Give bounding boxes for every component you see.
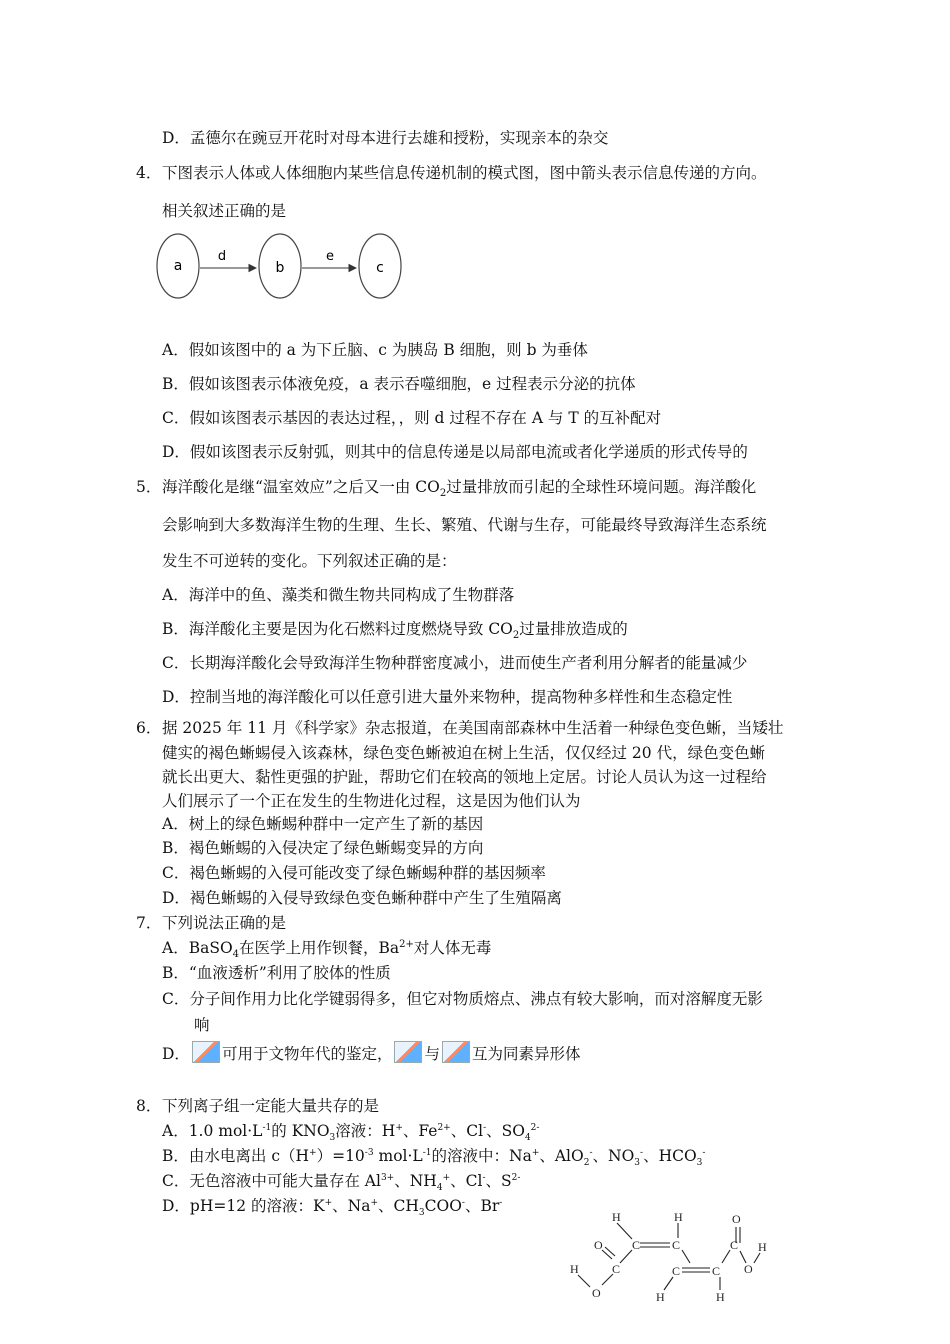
struct-atom-c: C xyxy=(712,1264,721,1278)
q4-stem-line2: 相关叙述正确的是 xyxy=(162,202,287,220)
q5-stem-line2: 会影响到大多数海洋生物的生理、生长、繁殖、代谢与生存，可能最终导致海洋生态系统 xyxy=(162,516,767,534)
struct-atom-c: C xyxy=(730,1238,739,1252)
signal-transmission-diagram xyxy=(150,230,410,305)
struct-atom-c: C xyxy=(672,1238,681,1252)
q8-option-b: B．由水电离出 $c(H^+)=10^{-3}$ $mol\cdot L^{-1}$的溶液中：Na+、AlO$_2$-、$NO_3^-$、$HCO_3^-$ xyxy=(162,1147,706,1169)
q6-option-c: C．褐色蜥蜴的入侵可能改变了绿色蜥蜴种群的基因频率 xyxy=(162,864,546,882)
q3-option-d: D．孟德尔在豌豆开花时对母本进行去雄和授粉，实现亲本的杂交 xyxy=(162,129,609,147)
q4-option-b: B．假如该图表示体液免疫，a 表示吞噬细胞，e 过程表示分泌的抗体 xyxy=(162,375,636,393)
q8-option-d: D．pH=12 的溶液：K+、Na+、$CH_3COO^-$、Br- xyxy=(162,1197,503,1219)
q7-option-b: B．“血液透析”利用了胶体的性质 xyxy=(162,964,391,982)
arrow-d-label: d xyxy=(217,249,227,264)
isotope-image-icon xyxy=(192,1041,220,1063)
struct-atom-h: H xyxy=(656,1290,665,1304)
q7-option-d: D． 可用于文物年代的鉴定， 与 互为同素异形体 xyxy=(162,1041,580,1064)
q7-option-c-line2: 响 xyxy=(194,1016,210,1034)
q5-option-a: A．海洋中的鱼、藻类和微生物共同构成了生物群落 xyxy=(162,586,515,604)
q5-stem-line1: 海洋酸化是继“温室效应”之后又一由 $CO_2$过量排放而引起的全球性环境问题。海洋酸化 xyxy=(162,478,757,500)
q5-option-c: C．长期海洋酸化会导致海洋生物种群密度减小，进而使生产者利用分解者的能量减少 xyxy=(162,654,748,672)
q4-option-a: A．假如该图中的 a 为下丘脑、c 为胰岛 B 细胞，则 b 为垂体 xyxy=(162,341,588,359)
arrow-e-label: e xyxy=(326,249,334,264)
node-a-label: a xyxy=(173,258,183,274)
muconic-acid-structure xyxy=(560,1205,780,1305)
node-c-label: c xyxy=(376,260,384,276)
q4-number: 4． xyxy=(136,164,162,182)
q7-number: 7． xyxy=(136,914,162,932)
q8-option-c: C．无色溶液中可能大量存在 $Al^{3+}$、$NH_4^+$、Cl-、$S^{2-}$ xyxy=(162,1172,521,1194)
struct-atom-o: O xyxy=(594,1238,603,1252)
q6-stem-line4: 人们展示了一个正在发生的生物进化过程，这是因为他们认为 xyxy=(162,792,581,810)
struct-atom-c: C xyxy=(632,1238,641,1252)
q6-stem-line2: 健实的褐色蜥蜴侵入该森林，绿色变色蜥被迫在树上生活，仅仅经过 20 代，绿色变色蜥 xyxy=(162,744,766,762)
q7-option-a: A．BaSO$_4$在医学上用作钡餐，$Ba^{2+}$对人体无毒 xyxy=(162,938,492,961)
struct-atom-h: H xyxy=(716,1290,725,1304)
q4-option-c: C．假如该图表示基因的表达过程，，则 d 过程不存在 A 与 T 的互补配对 xyxy=(162,409,662,427)
node-b-label: b xyxy=(275,260,285,276)
isotope-image-icon xyxy=(442,1041,470,1063)
q6-option-b: B．褐色蜥蜴的入侵决定了绿色蜥蜴变异的方向 xyxy=(162,839,484,857)
q6-number: 6． xyxy=(136,719,162,737)
q6-stem-line3: 就长出更大、黏性更强的护趾，帮助它们在较高的领地上定居。讨论人员认为这一过程给 xyxy=(162,768,767,786)
q7-option-c-line1: C．分子间作用力比化学键弱得多，但它对物质熔点、沸点有较大影响，而对溶解度无影 xyxy=(162,990,763,1008)
q8-number: 8． xyxy=(136,1097,162,1115)
q4-stem-line1: 下图表示人体或人体细胞内某些信息传递机制的模式图，图中箭头表示信息传递的方向。 xyxy=(162,164,767,182)
struct-atom-o: O xyxy=(732,1212,741,1226)
struct-atom-c: C xyxy=(672,1264,681,1278)
struct-atom-o: O xyxy=(592,1286,601,1300)
struct-atom-h: H xyxy=(758,1240,767,1254)
struct-atom-o: O xyxy=(744,1262,753,1276)
q6-option-d: D．褐色蜥蜴的入侵导致绿色变色蜥种群中产生了生殖隔离 xyxy=(162,889,562,907)
q6-stem-line1: 据 2025 年 11 月《科学家》杂志报道，在美国南部森林中生活着一种绿色变色蜥，当矮壮 xyxy=(162,719,784,737)
q5-option-d: D．控制当地的海洋酸化可以任意引进大量外来物种，提高物种多样性和生态稳定性 xyxy=(162,688,733,706)
q6-option-a: A．树上的绿色蜥蜴种群中一定产生了新的基因 xyxy=(162,815,484,833)
struct-atom-h: H xyxy=(612,1210,621,1224)
q5-number: 5． xyxy=(136,478,162,496)
q5-stem-line3: 发生不可逆转的变化。下列叙述正确的是： xyxy=(162,552,457,570)
struct-atom-c: C xyxy=(612,1262,621,1276)
q8-option-a: A．1.0 $mol\cdot L^{-1}$的 $KNO_3$溶液：H+、$Fe^{2+}$、Cl-、$SO_4^{2-}$ xyxy=(162,1122,540,1144)
struct-atom-h: H xyxy=(570,1262,579,1276)
q8-stem: 下列离子组一定能大量共存的是 xyxy=(162,1097,380,1115)
q7-stem: 下列说法正确的是 xyxy=(162,914,287,932)
struct-atom-h: H xyxy=(674,1210,683,1224)
q5-option-b: B．海洋酸化主要是因为化石燃料过度燃烧导致 $CO_2$过量排放造成的 xyxy=(162,620,628,642)
isotope-image-icon xyxy=(394,1041,422,1063)
q4-option-d: D．假如该图表示反射弧，则其中的信息传递是以局部电流或者化学递质的形式传导的 xyxy=(162,443,748,461)
